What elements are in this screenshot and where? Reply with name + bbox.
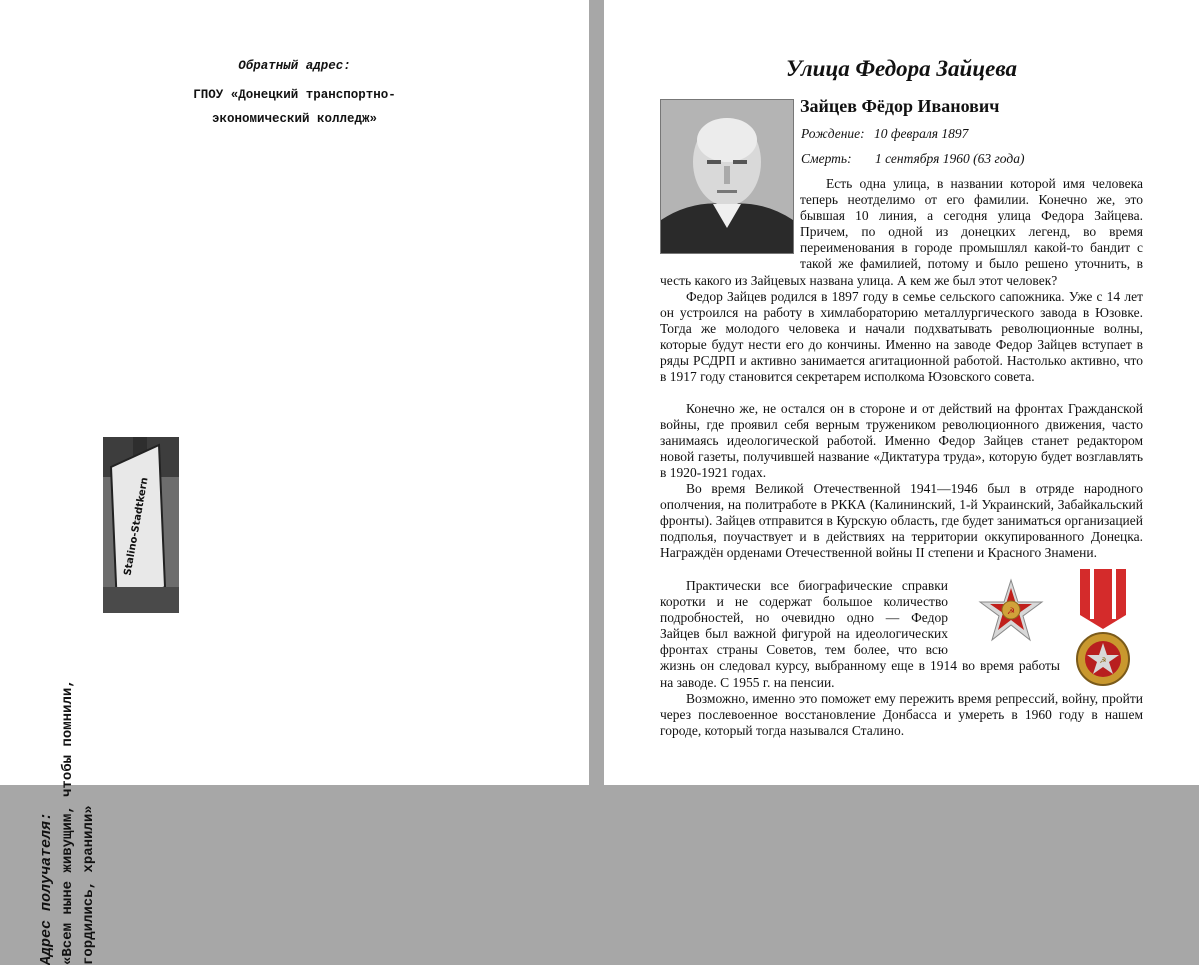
order-patriotic-war-medal [972, 578, 1050, 644]
return-address-line: экономический колледж» [211, 112, 378, 126]
return-address-label: Обратный адрес: [238, 59, 351, 73]
historic-sign-photo [103, 437, 179, 613]
paragraph: Есть одна улица, в названии которой имя человека теперь неотделимо от его фамилии. Конечно же, это бывшая 10 линия, а сегодня улица Федора Зайцева. Причем, по одной из донецких легенд, во время переименования в городе промышлял какой-то бандит с такой же фамилией, потому и было решено уточнить, в честь какого из Зайцевых названа улица. А кем же был этот человек? [660, 176, 1143, 288]
order-red-banner-medal [1068, 569, 1138, 689]
death-date [801, 151, 1024, 167]
svg-text:☭: ☭ [1006, 607, 1016, 617]
person-name: Зайцев Фёдор Иванович [800, 96, 1000, 116]
recipient-line: «Всем ныне живущим, чтобы помнили, [60, 679, 76, 965]
sign-text: Stalino-Stadtkern [122, 476, 151, 577]
paragraph: Практически все биографические справки коротки и не содержат большое количество подробностей, но очевидно одно — Федор Зайцев был важной фигурой на идеологических фронтах страны Советов, тем более, что всю жизнь он следовал курсу, выбранному еще в 1914 во время работы на заводе. С 1955 г. на пенсии. [660, 578, 1060, 690]
death-label: Смерть: [801, 151, 852, 166]
recipient-label: Адрес получателя: [38, 811, 55, 965]
svg-text:☭: ☭ [1099, 656, 1107, 665]
recipient-address [36, 679, 116, 965]
recipient-line: гордились, хранили» [81, 805, 97, 965]
paragraph: Во время Великой Отечественной 1941—1946 был в отряде народного ополчения, на политработе в РККА (Калининский, 1-й Украинский, Забайкальский фронты). Зайцев отправится в Курскую область, где будет заниматься организацией подполья, поучаствует и в действиях на территории оккупированного Донецка. Награждён орденами Отечественной войны II степени и Красного Знамени. [660, 481, 1143, 561]
death-value: 1 сентября 1960 (63 года) [874, 151, 1025, 166]
return-address [0, 57, 589, 131]
paragraph: Возможно, именно это поможет ему пережить время репрессий, войну, пройти через послевоенное восстановление Донбасса и умереть в 1960 году в нашем городе, который тогда назывался Сталино. [660, 691, 1143, 739]
paragraph: Федор Зайцев родился в 1897 году в семье сельского сапожника. Уже с 14 лет он устроился на работу в химлабораторию металлургического завода в Юзовке. Тогда же молодого человека и начали подхватывать революционные волны, которые будут нести его до кончины. Именно на заводе Федор Зайцев вступает в ряды РСДРП и активно занимается агитационной работой. Настолько активно, что в 1917 году становится секретарем исполкома Юзовского совета. [660, 289, 1143, 385]
article-title: Улица Федора Зайцева [786, 56, 1017, 81]
return-address-line: ГПОУ «Донецкий транспортно- [193, 88, 396, 102]
birth-label: Рождение: [801, 126, 865, 141]
birth-date [801, 126, 968, 142]
birth-value: 10 февраля 1897 [874, 126, 969, 141]
paragraph: Конечно же, не остался он в стороне и от действий на фронтах Гражданской войны, где проявил себя верным тружеником революционного движения, часто занимаясь идеологической работой. Именно Федор Зайцев станет редактором новой газеты, получившей название «Диктатура труда», которую будет возглавлять в 1920-1921 годах. [660, 401, 1143, 481]
